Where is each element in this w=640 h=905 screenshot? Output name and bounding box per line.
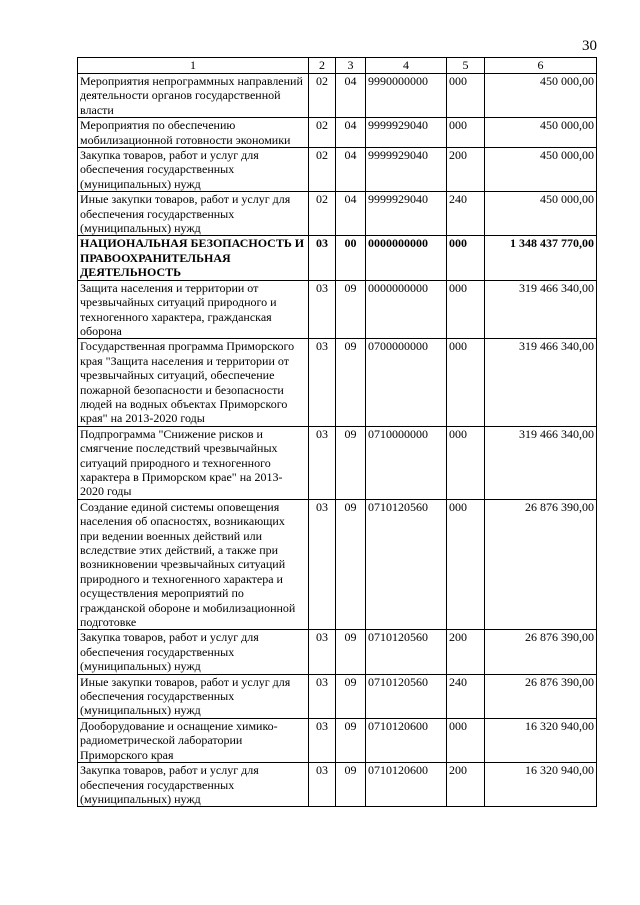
table-row (78, 74, 597, 118)
row-subsection-code: 09 (336, 339, 366, 426)
row-section-code: 03 (309, 426, 336, 499)
table-row (78, 718, 597, 762)
row-target-code: 0710120560 (366, 674, 447, 718)
column-header-3: 3 (336, 58, 366, 74)
row-amount: 450 000,00 (485, 118, 597, 148)
row-subsection-code: 09 (336, 718, 366, 762)
row-target-code: 0700000000 (366, 339, 447, 426)
row-subsection-code: 09 (336, 674, 366, 718)
row-subsection-code: 09 (336, 763, 366, 807)
column-header-4: 4 (366, 58, 447, 74)
row-section-code: 03 (309, 674, 336, 718)
row-name: Дооборудование и оснащение химико-радиометрической лаборатории Приморского края (78, 718, 309, 762)
row-amount: 16 320 940,00 (485, 718, 597, 762)
row-expense-type: 000 (447, 499, 485, 630)
row-target-code: 0710000000 (366, 426, 447, 499)
row-section-code: 03 (309, 236, 336, 280)
table-row (78, 339, 597, 426)
row-section-code: 02 (309, 148, 336, 192)
row-subsection-code: 04 (336, 148, 366, 192)
row-expense-type: 240 (447, 192, 485, 236)
column-header-2: 2 (309, 58, 336, 74)
row-expense-type: 240 (447, 674, 485, 718)
row-amount: 1 348 437 770,00 (485, 236, 597, 280)
column-header-1: 1 (78, 58, 309, 74)
row-section-code: 02 (309, 74, 336, 118)
row-amount: 26 876 390,00 (485, 630, 597, 674)
row-expense-type: 000 (447, 339, 485, 426)
row-subsection-code: 00 (336, 236, 366, 280)
row-section-code: 03 (309, 718, 336, 762)
page-number: 30 (582, 38, 597, 54)
row-section-code: 03 (309, 499, 336, 630)
row-section-code: 03 (309, 339, 336, 426)
row-section-code: 03 (309, 763, 336, 807)
table-row (78, 148, 597, 192)
row-name: Подпрограмма "Снижение рисков и смягчение последствий чрезвычайных ситуаций природного и техногенного характера в Приморском крае" на 2013-2020 годы (78, 426, 309, 499)
row-target-code: 9990000000 (366, 74, 447, 118)
row-amount: 319 466 340,00 (485, 339, 597, 426)
row-amount: 319 466 340,00 (485, 426, 597, 499)
row-target-code: 9999929040 (366, 192, 447, 236)
row-subsection-code: 09 (336, 280, 366, 339)
row-name: Закупка товаров, работ и услуг для обеспечения государственных (муниципальных) нужд (78, 630, 309, 674)
row-subsection-code: 09 (336, 630, 366, 674)
row-expense-type: 200 (447, 763, 485, 807)
row-expense-type: 200 (447, 148, 485, 192)
row-name: Закупка товаров, работ и услуг для обеспечения государственных (муниципальных) нужд (78, 148, 309, 192)
row-target-code: 0710120560 (366, 499, 447, 630)
row-target-code: 0710120600 (366, 718, 447, 762)
row-name: Иные закупки товаров, работ и услуг для обеспечения государственных (муниципальных) нужд (78, 674, 309, 718)
row-amount: 26 876 390,00 (485, 499, 597, 630)
row-expense-type: 200 (447, 630, 485, 674)
table-row (78, 763, 597, 807)
column-header-6: 6 (485, 58, 597, 74)
row-amount: 319 466 340,00 (485, 280, 597, 339)
row-target-code: 0710120560 (366, 630, 447, 674)
row-target-code: 0000000000 (366, 236, 447, 280)
row-expense-type: 000 (447, 718, 485, 762)
table-row (78, 499, 597, 630)
row-name: Мероприятия по обеспечению мобилизационной готовности экономики (78, 118, 309, 148)
table-row (78, 630, 597, 674)
row-expense-type: 000 (447, 236, 485, 280)
row-subsection-code: 09 (336, 499, 366, 630)
row-target-code: 9999929040 (366, 118, 447, 148)
row-name: Иные закупки товаров, работ и услуг для обеспечения государственных (муниципальных) нужд (78, 192, 309, 236)
row-subsection-code: 04 (336, 74, 366, 118)
row-amount: 450 000,00 (485, 148, 597, 192)
table-row (78, 426, 597, 499)
column-header-5: 5 (447, 58, 485, 74)
row-target-code: 0000000000 (366, 280, 447, 339)
row-name: Закупка товаров, работ и услуг для обеспечения государственных (муниципальных) нужд (78, 763, 309, 807)
table-row (78, 118, 597, 148)
table-row-section (78, 236, 597, 280)
row-amount: 450 000,00 (485, 192, 597, 236)
header-row (78, 58, 597, 74)
table-row (78, 280, 597, 339)
row-amount: 26 876 390,00 (485, 674, 597, 718)
row-section-code: 02 (309, 118, 336, 148)
row-amount: 16 320 940,00 (485, 763, 597, 807)
row-section-code: 02 (309, 192, 336, 236)
budget-table (77, 57, 597, 807)
row-name: Защита населения и территории от чрезвычайных ситуаций природного и техногенного характера, гражданская оборона (78, 280, 309, 339)
row-section-code: 03 (309, 280, 336, 339)
row-section-code: 03 (309, 630, 336, 674)
table-row (78, 674, 597, 718)
row-expense-type: 000 (447, 74, 485, 118)
row-name: Государственная программа Приморского края "Защита населения и территории от чрезвычайных ситуаций, обеспечение пожарной безопасности и безопасности людей на водных объектах Приморского края" на 2013-2020 годы (78, 339, 309, 426)
row-name: Мероприятия непрограммных направлений деятельности органов государственной власти (78, 74, 309, 118)
row-subsection-code: 04 (336, 192, 366, 236)
row-expense-type: 000 (447, 426, 485, 499)
row-target-code: 9999929040 (366, 148, 447, 192)
row-amount: 450 000,00 (485, 74, 597, 118)
row-subsection-code: 04 (336, 118, 366, 148)
row-name: НАЦИОНАЛЬНАЯ БЕЗОПАСНОСТЬ И ПРАВООХРАНИТЕЛЬНАЯ ДЕЯТЕЛЬНОСТЬ (78, 236, 309, 280)
row-expense-type: 000 (447, 118, 485, 148)
row-subsection-code: 09 (336, 426, 366, 499)
row-expense-type: 000 (447, 280, 485, 339)
row-name: Создание единой системы оповещения населения об опасностях, возникающих при ведении военных действий или вследствие этих действий, а также при возникновении чрезвычайных ситуаций природного и техногенного характера и осуществления мероприятий по гражданской обороне и мобилизационной подготовке (78, 499, 309, 630)
table-row (78, 192, 597, 236)
row-target-code: 0710120600 (366, 763, 447, 807)
